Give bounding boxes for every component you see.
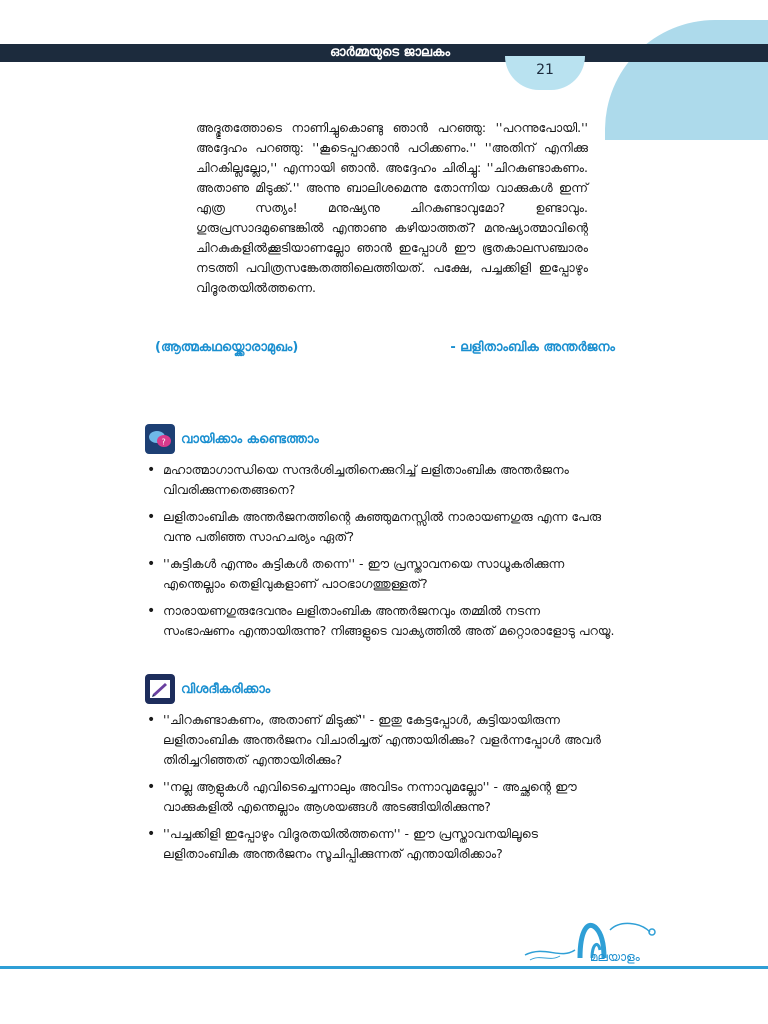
credit-row bbox=[155, 340, 625, 362]
section-read-find-title: വായിക്കാം കണ്ടെത്താം bbox=[181, 431, 319, 447]
page-number: 21 bbox=[536, 62, 554, 78]
list-item: • ''കുട്ടികൾ എന്നും കുട്ടികൾ തന്നെ'' - ഈ പ്രസ്താവനയെ സാധൂകരിക്കുന്ന എന്തെല്ലാം തെളിവുകളാണ് പാഠഭാഗത്തുള്ളത്? bbox=[145, 554, 615, 594]
passage-paragraph: അദ്ഭുതത്തോടെ നാണിച്ചുകൊണ്ടു ഞാൻ പറഞ്ഞു: ''പറന്നുപോയി.'' അദ്ദേഹം പറഞ്ഞു: ''കൂടെപ്പറക്കാൻ പഠിക്കണം.'' ''അതിന് എനിക്കു ചിറകില്ലല്ലോ,'' എന്നായി ഞാൻ. അദ്ദേഹം ചിരിച്ചു: ''ചിറകുണ്ടാകണം. അതാണു മിടുക്ക്.'' അന്നു ബാലിശമെന്നു തോന്നിയ വാക്കുകൾ ഇന്ന് എത്ര സത്യം! മനുഷ്യനു ചിറകുണ്ടാവുമോ? ഉണ്ടാവും. ഗുരുപ്രസാദമുണ്ടെങ്കിൽ എന്താണു കഴിയാത്തത്? മനുഷ്യാത്മാവിന്റെ ചിറകുകളിൽക്കൂടിയാണല്ലോ ഞാൻ ഇപ്പോൾ ഈ ഭൂതകാലസഞ്ചാരം നടത്തി പവിത്രസങ്കേതത്തിലെത്തിയത്. പക്ഷേ, പച്ചക്കിളി ഇപ്പോഴും വിദൂരതയിൽത്തന്നെ. bbox=[196, 120, 588, 295]
list-item: • ''പച്ചക്കിളി ഇപ്പോഴും വിദൂരതയിൽത്തന്നെ'' - ഈ പ്രസ്താവനയിലൂടെ ലളിതാംബിക അന്തർജനം സൂചിപ്പിക്കുന്നത് എന്തായിരിക്കാം? bbox=[145, 824, 615, 864]
list-item: • ലളിതാംബിക അന്തർജനത്തിന്റെ കുഞ്ഞുമനസ്സിൽ നാരായണഗുരു എന്ന പേരു വന്നു പതിഞ്ഞ സാഹചര്യം ഏത്? bbox=[145, 507, 615, 547]
list-item: • ''നല്ല ആളുകൾ എവിടെച്ചെന്നാലും അവിടം നന്നാവുമല്ലോ'' - അച്ഛന്റെ ഈ വാക്കുകളിൽ എന്തെല്ലാം ആശയങ്ങൾ അടങ്ങിയിരിക്കുന്നു? bbox=[145, 777, 615, 817]
list-item: • മഹാത്മാഗാന്ധിയെ സന്ദർശിച്ചതിനെക്കുറിച്ച് ലളിതാംബിക അന്തർജനം വിവരിക്കുന്നതെങ്ങനെ? bbox=[145, 460, 615, 500]
pen-writing-icon bbox=[145, 674, 175, 704]
credit-source: (ആത്മകഥയ്ക്കൊരാമുഖം) bbox=[155, 340, 299, 355]
chapter-title: ഓർമ്മയുടെ ജാലകം bbox=[329, 45, 451, 60]
section-explain-header bbox=[145, 674, 270, 704]
section-read-find-header bbox=[145, 424, 319, 454]
explain-question-list bbox=[145, 710, 615, 871]
list-item: • ''ചിറകുണ്ടാകണം, അതാണ് മിടുക്ക്'' - ഇതു കേട്ടപ്പോൾ, കുട്ടിയായിരുന്ന ലളിതാംബിക അന്തർജനം വിചാരിച്ചത് എന്തായിരിക്കും? വളർന്നപ്പോൾ അവർ തിരിച്ചറിഞ്ഞത് എന്തായിരിക്കും? bbox=[145, 710, 615, 770]
logo-text: മലയാളം bbox=[590, 950, 640, 964]
list-item: • നാരായണഗുരുദേവനും ലളിതാംബിക അന്തർജനവും തമ്മിൽ നടന്ന സംഭാഷണം എന്തായിരുന്നു? നിങ്ങളുടെ വാക്യത്തിൽ അത് മറ്റൊരാളോടു പറയൂ. bbox=[145, 601, 615, 641]
passage bbox=[196, 118, 588, 298]
svg-text:?: ? bbox=[161, 437, 166, 447]
read-find-question-list bbox=[145, 460, 615, 648]
credit-author: - ലളിതാംബിക അന്തർജനം bbox=[450, 340, 615, 355]
header-decor-shape bbox=[605, 20, 768, 140]
footer-divider bbox=[0, 966, 768, 969]
speech-bubbles-icon bbox=[145, 424, 175, 454]
section-explain-title: വിശദീകരിക്കാം bbox=[181, 681, 271, 697]
